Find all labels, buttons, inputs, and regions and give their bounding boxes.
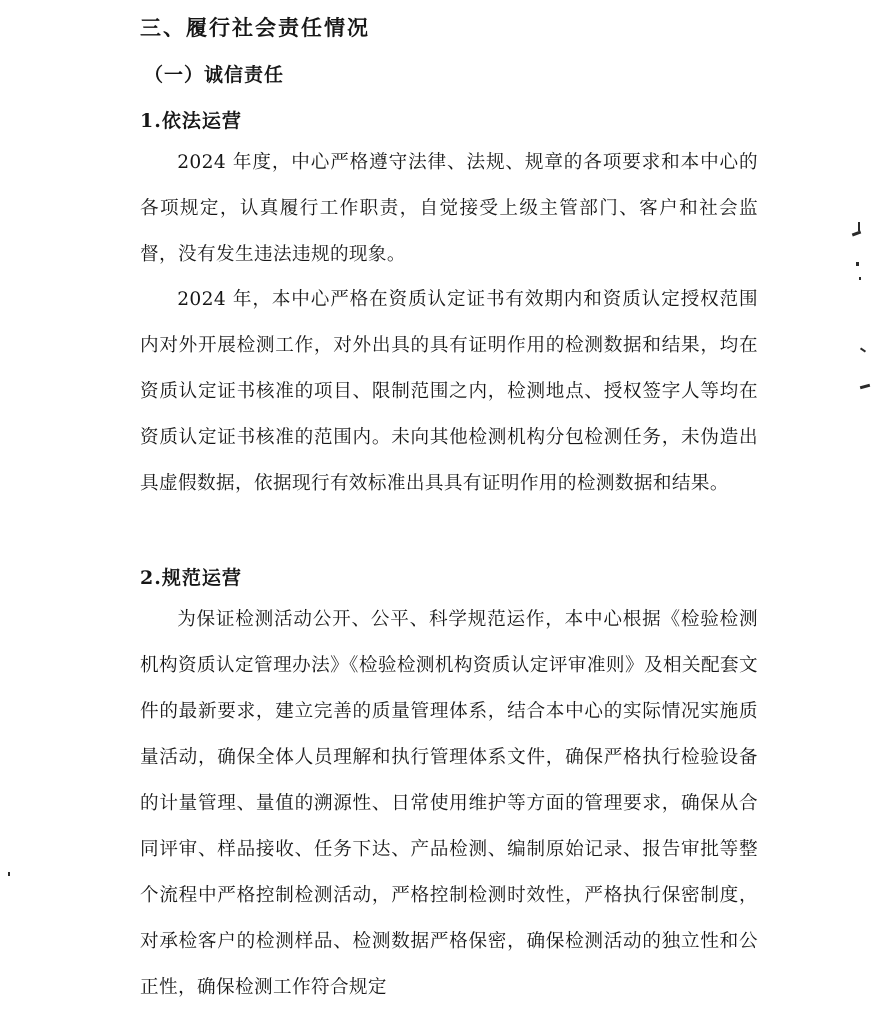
paragraph: 2024 年度，中心严格遵守法律、法规、规章的各项要求和本中心的各项规定，认真履行工作职责，自觉接受上级主管部门、客户和社会监督，没有发生违法违规的现象。 [140, 152, 758, 265]
paragraph: 2024 年，本中心严格在资质认定证书有效期内和资质认定授权范围内对外开展检测工作，对外出具的具有证明作用的检测数据和结果，均在资质认定证书核准的项目、限制范围之内，检测地点、授权签字人等均在资质认定证书核准的范围内。未向其他检测机构分包检测任务，未伪造出具虚假数据，依据现行有效标准出具具有证明作用的检测数据和结果。 [140, 289, 758, 494]
paragraph: 为保证检测活动公开、公平、科学规范运作，本中心根据《检验检测机构资质认定管理办法》《检验检测机构资质认定评审准则》及相关配套文件的最新要求，建立完善的质量管理体系，结合本中心的实际情况实施质量活动，确保全体人员理解和执行管理体系文件，确保严格执行检验设备的计量管理、量值的溯源性、日常使用维护等方面的管理要求，确保从合同评审、样品接收、任务下达、产品检测、编制原始记录、报告审批等整个流程中严格控制检测活动，严格控制检测时效性，严格执行保密制度，对承检客户的检测样品、检测数据严格保密，确保检测活动的独立性和公正性，确保检测工作符合规定 [140, 609, 758, 998]
scan-mark [860, 384, 870, 389]
scan-mark [858, 222, 860, 231]
scan-mark [852, 231, 861, 237]
item-heading-1: 1.依法运营 [140, 110, 242, 132]
item-heading-2: 2.规范运营 [140, 567, 242, 589]
scan-mark [856, 262, 859, 266]
scan-mark [860, 347, 866, 352]
section-title: 三、履行社会责任情况 [140, 15, 370, 40]
scan-mark [8, 872, 10, 876]
subsection-title: （一）诚信责任 [144, 64, 285, 86]
scan-mark [859, 277, 861, 280]
